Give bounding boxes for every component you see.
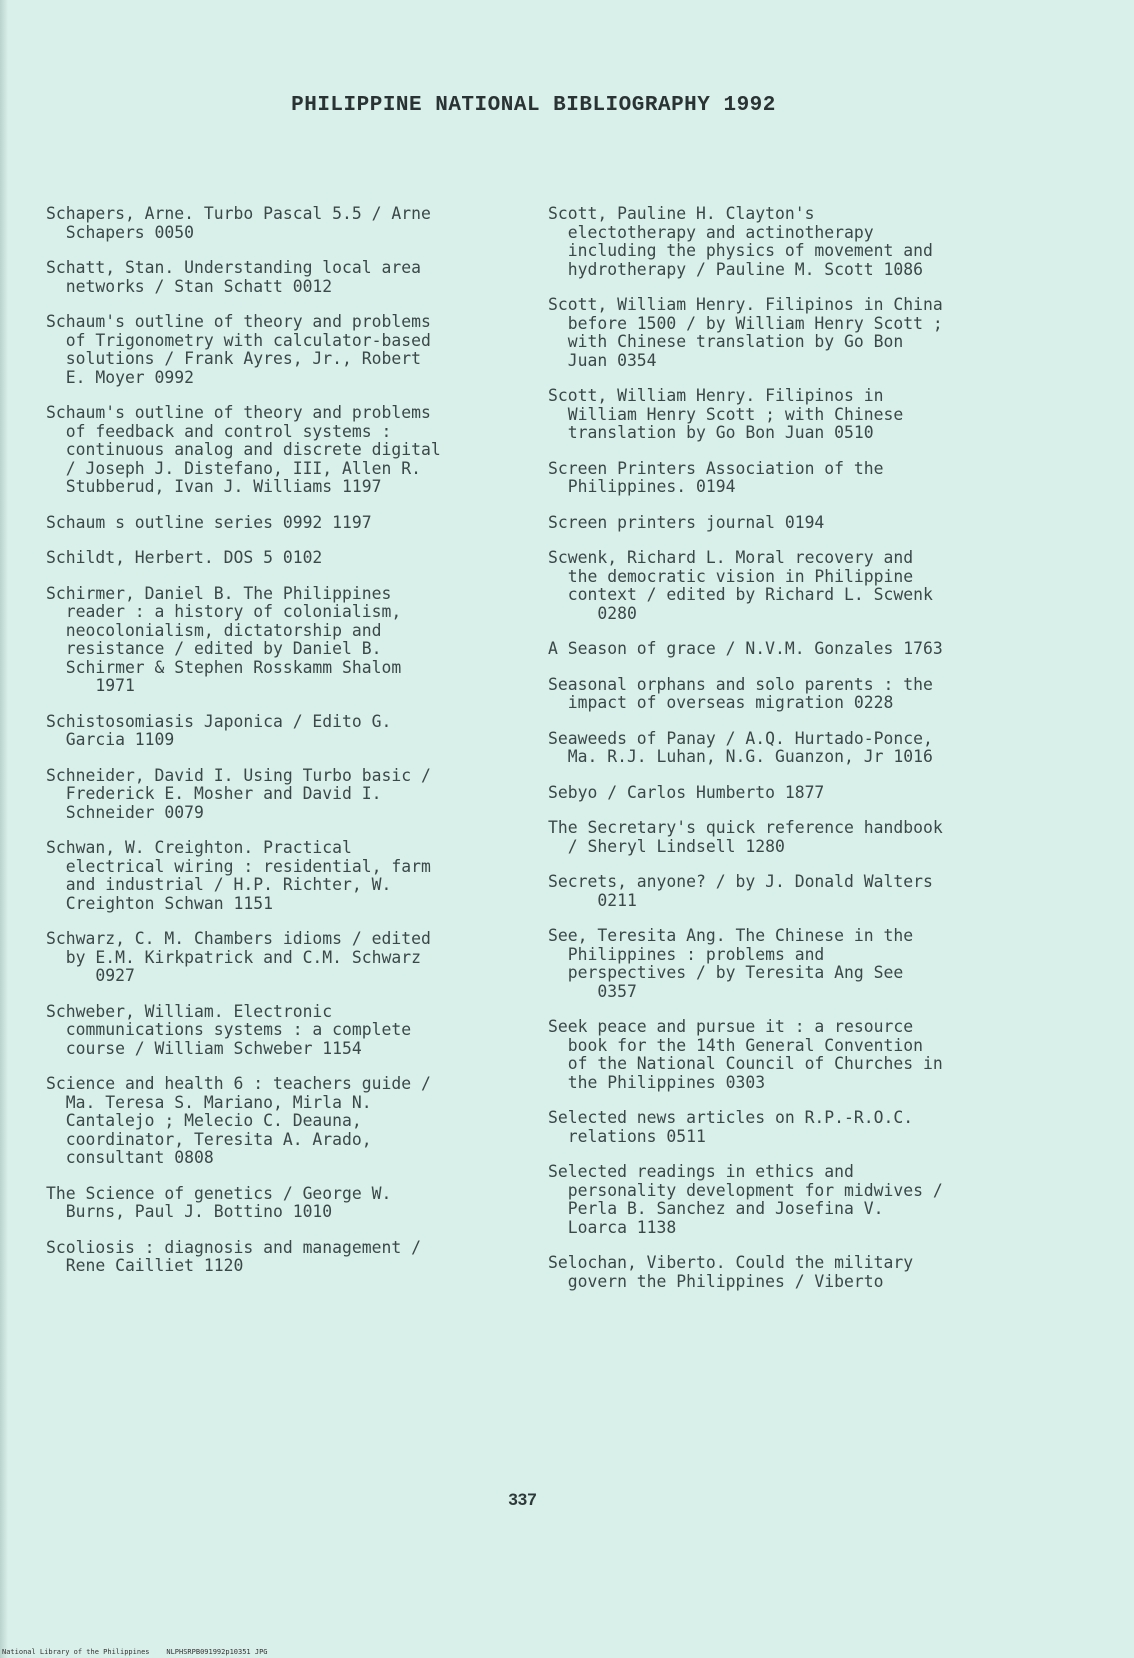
bib-entry: Schaum's outline of theory and problems of feedback and control systems : continuous analog and discrete digital / Joseph J. Distefano, III, Allen R. Stubberud, Ivan J. Williams 1197 [46,403,441,496]
bib-entry: Schistosomiasis Japonica / Edito G. Garcia 1109 [46,711,392,749]
bib-entry: Schapers, Arne. Turbo Pascal 5.5 / Arne Schapers 0050 [46,204,431,242]
bib-entry: Secrets, anyone? / by J. Donald Walters 0211 [548,872,933,910]
bib-entry: Schneider, David I. Using Turbo basic / Frederick E. Mosher and David I. Schneider 0079 [46,765,431,822]
left-column [46,205,516,1276]
bib-entry: The Secretary's quick reference handbook / Sheryl Lindsell 1280 [548,818,943,856]
bib-entry: Schaum s outline series 0992 1197 [46,512,372,532]
right-column [548,205,1018,1291]
bib-entry: Seek peace and pursue it : a resource book for the 14th General Convention of the National Council of Churches in the Philippines 0303 [548,1017,943,1092]
bib-entry: Selected readings in ethics and personality development for midwives / Perla B. Sanchez and Josefina V. Loarca 1138 [548,1162,943,1237]
bib-entry: Science and health 6 : teachers guide / Ma. Teresa S. Mariano, Mirla N. Cantalejo ; Melecio C. Deauna, coordinator, Teresita A. Arado, consultant 0808 [46,1074,431,1167]
bib-entry: Scott, William Henry. Filipinos in William Henry Scott ; with Chinese translation by Go Bon Juan 0510 [548,386,904,442]
bib-entry: Seaweeds of Panay / A.Q. Hurtado-Ponce, Ma. R.J. Luhan, N.G. Guanzon, Jr 1016 [548,728,933,766]
bib-entry: Scott, Pauline H. Clayton's electotherapy and actinotherapy including the physics of movement and hydrotherapy / Pauline M. Scott 1086 [548,204,933,279]
bib-entry: Schwarz, C. M. Chambers idioms / edited by E.M. Kirkpatrick and C.M. Schwarz 0927 [46,929,431,985]
bib-entry: Schildt, Herbert. DOS 5 0102 [46,548,323,567]
page-edge [0,0,8,1658]
bib-entry: Schweber, William. Electronic communications systems : a complete course / William Schweber 1154 [46,1001,412,1058]
bib-entry: Scoliosis : diagnosis and management / Rene Cailliet 1120 [46,1237,421,1275]
bib-entry: Schatt, Stan. Understanding local area networks / Stan Schatt 0012 [46,258,421,296]
bib-entry: The Science of genetics / George W. Burns, Paul J. Bottino 1010 [46,1183,392,1221]
bib-entry: Sebyo / Carlos Humberto 1877 [548,782,825,802]
bib-entry: Screen Printers Association of the Philippines. 0194 [548,458,884,496]
scan-credit: National Library of the Philippines NLPHSRPB091992p10351 JPG [2,1648,268,1656]
bib-entry: Schaum's outline of theory and problems of Trigonometry with calculator-based solutions / Frank Ayres, Jr., Robert E. Moyer 0992 [46,312,431,387]
page-number: 337 [508,1490,537,1509]
bib-entry: Screen printers journal 0194 [548,512,825,532]
bib-entry: Selochan, Viberto. Could the military govern the Philippines / Viberto [548,1253,914,1291]
bib-entry: Seasonal orphans and solo parents : the impact of overseas migration 0228 [548,674,933,712]
bib-entry: Schirmer, Daniel B. The Philippines reader : a history of colonialism, neocolonialism, dictatorship and resistance / edited by Daniel B. Schirmer & Stephen Rosskamm Shalom 1971 [46,583,402,695]
bib-entry: A Season of grace / N.V.M. Gonzales 1763 [548,639,943,658]
bib-entry: Scwenk, Richard L. Moral recovery and the democratic vision in Philippine context / edited by Richard L. Scwenk 0280 [548,548,933,623]
bib-entry: Scott, William Henry. Filipinos in China before 1500 / by William Henry Scott ; with Chinese translation by Go Bon Juan 0354 [548,295,943,370]
bib-entry: Selected news articles on R.P.-R.O.C. relations 0511 [548,1108,914,1146]
page-title: PHILIPPINE NATIONAL BIBLIOGRAPHY 1992 [291,94,776,117]
bib-entry: Schwan, W. Creighton. Practical electrical wiring : residential, farm and industrial / H.P. Richter, W. Creighton Schwan 1151 [46,838,431,913]
bib-entry: See, Teresita Ang. The Chinese in the Philippines : problems and perspectives / by Teresita Ang See 0357 [548,926,914,1001]
